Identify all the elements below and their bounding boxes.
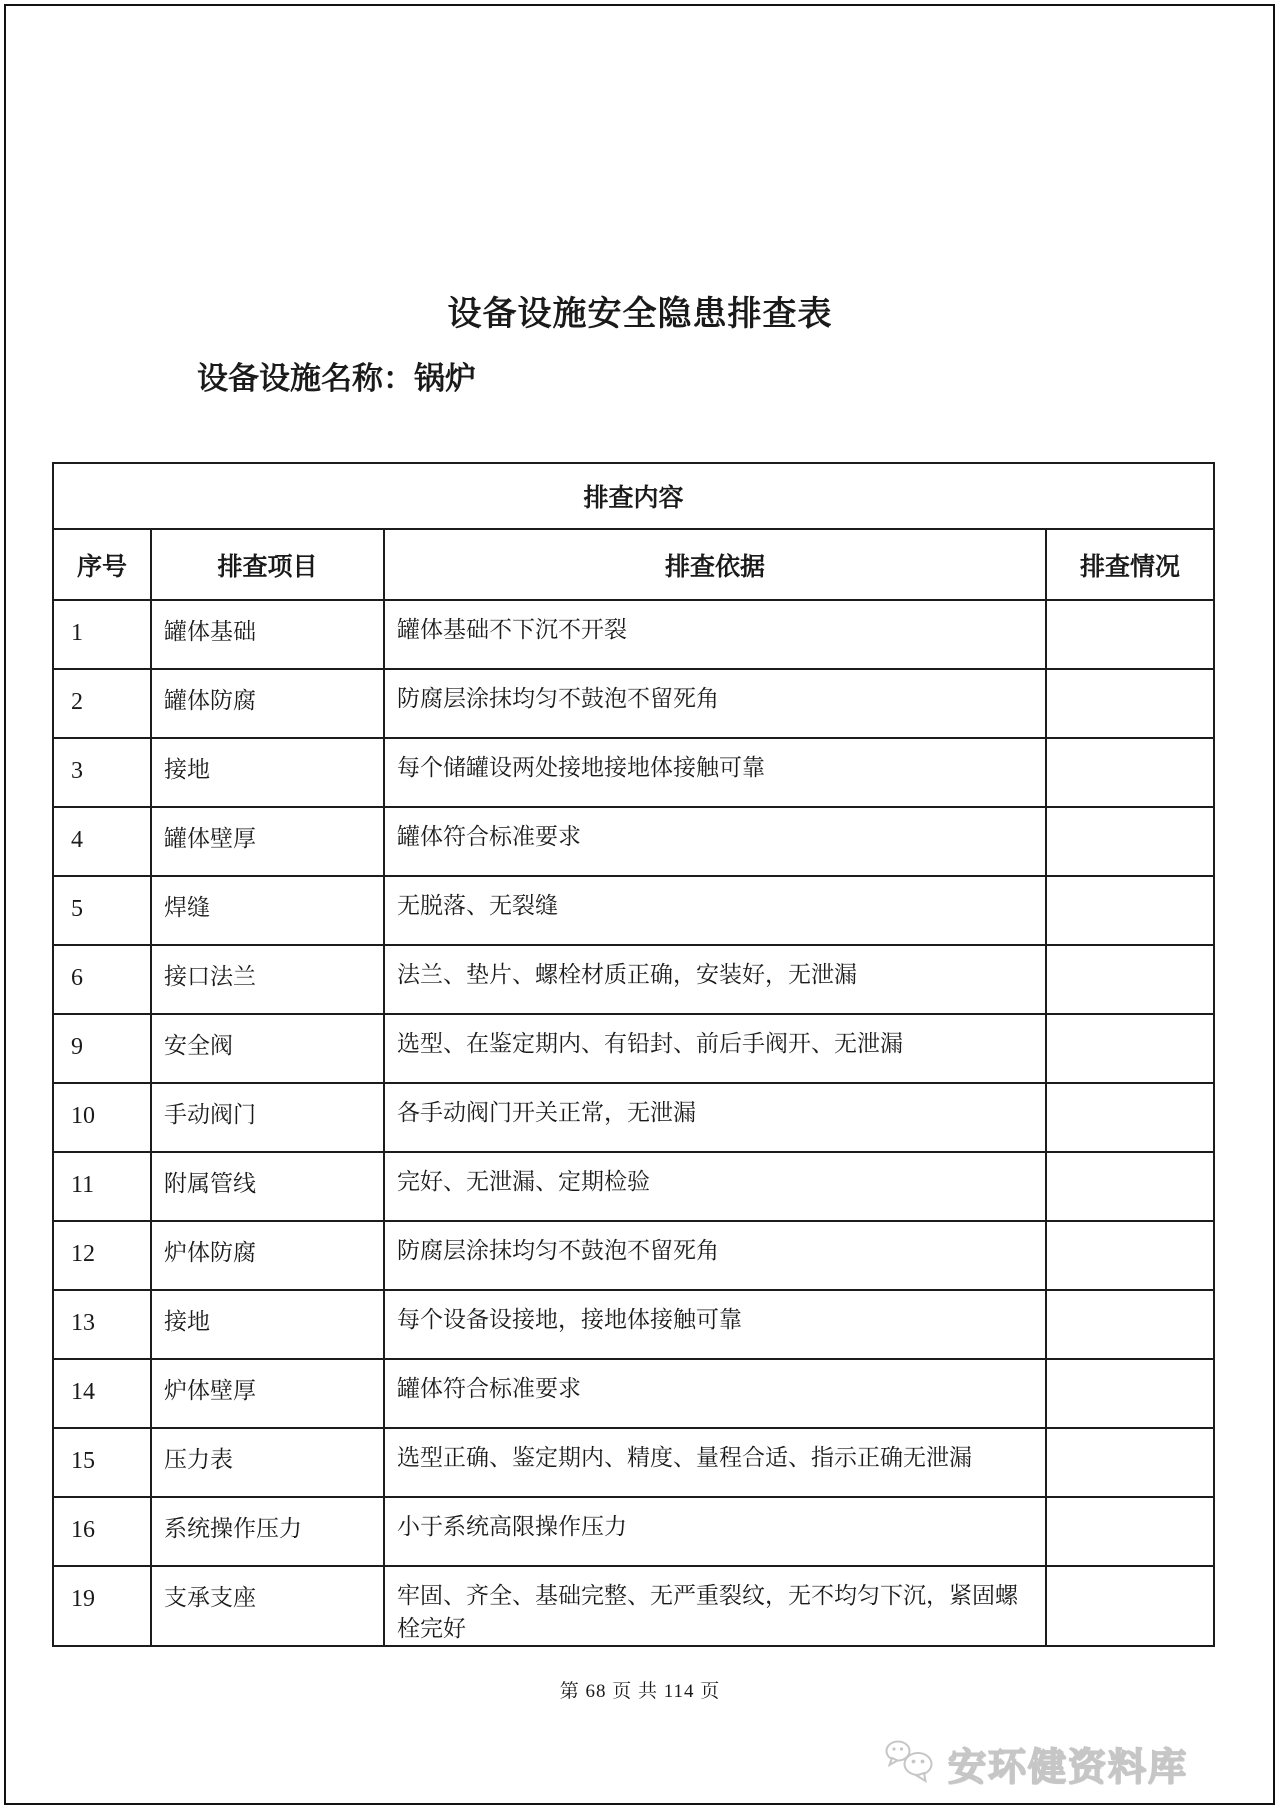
row-basis: 罐体符合标准要求 — [384, 807, 1046, 876]
row-status — [1046, 1014, 1214, 1083]
column-header-status: 排查情况 — [1046, 529, 1214, 600]
row-status — [1046, 1428, 1214, 1497]
row-number: 10 — [53, 1083, 151, 1152]
row-basis: 防腐层涂抹均匀不鼓泡不留死角 — [384, 1221, 1046, 1290]
row-status — [1046, 807, 1214, 876]
column-header-no: 序号 — [53, 529, 151, 600]
row-basis: 完好、无泄漏、定期检验 — [384, 1152, 1046, 1221]
row-basis: 每个设备设接地，接地体接触可靠 — [384, 1290, 1046, 1359]
table-row — [53, 1083, 1214, 1152]
row-item: 安全阀 — [151, 1014, 384, 1083]
page-title: 设备设施安全隐患排查表 — [447, 296, 833, 333]
row-number: 5 — [53, 876, 151, 945]
row-basis: 罐体基础不下沉不开裂 — [384, 600, 1046, 669]
row-basis: 小于系统高限操作压力 — [384, 1497, 1046, 1566]
row-status — [1046, 1290, 1214, 1359]
row-status — [1046, 738, 1214, 807]
table-row — [53, 1497, 1214, 1566]
row-item: 罐体壁厚 — [151, 807, 384, 876]
chat-bubbles-icon — [884, 1738, 938, 1789]
table-row — [53, 876, 1214, 945]
row-basis: 各手动阀门开关正常，无泄漏 — [384, 1083, 1046, 1152]
section-header-row — [53, 463, 1214, 529]
row-item: 支承支座 — [151, 1566, 384, 1646]
table-row — [53, 1428, 1214, 1497]
table-row — [53, 945, 1214, 1014]
table-row — [53, 1221, 1214, 1290]
row-number: 14 — [53, 1359, 151, 1428]
row-item: 系统操作压力 — [151, 1497, 384, 1566]
row-number: 1 — [53, 600, 151, 669]
row-basis: 防腐层涂抹均匀不鼓泡不留死角 — [384, 669, 1046, 738]
row-basis: 每个储罐设两处接地接地体接触可靠 — [384, 738, 1046, 807]
column-header-item: 排查项目 — [151, 529, 384, 600]
row-basis: 牢固、齐全、基础完整、无严重裂纹，无不均匀下沉，紧固螺栓完好 — [384, 1566, 1046, 1646]
row-number: 19 — [53, 1566, 151, 1646]
row-status — [1046, 1152, 1214, 1221]
table-section-header: 排查内容 — [53, 463, 1214, 529]
row-basis: 罐体符合标准要求 — [384, 1359, 1046, 1428]
row-item: 炉体防腐 — [151, 1221, 384, 1290]
row-item: 压力表 — [151, 1428, 384, 1497]
table-row — [53, 807, 1214, 876]
row-item: 罐体基础 — [151, 600, 384, 669]
column-header-basis: 排查依据 — [384, 529, 1046, 600]
row-status — [1046, 1359, 1214, 1428]
row-item: 接地 — [151, 738, 384, 807]
row-basis: 无脱落、无裂缝 — [384, 876, 1046, 945]
row-basis: 选型、在鉴定期内、有铅封、前后手阀开、无泄漏 — [384, 1014, 1046, 1083]
row-status — [1046, 876, 1214, 945]
table-body — [53, 600, 1214, 1646]
row-number: 6 — [53, 945, 151, 1014]
row-number: 11 — [53, 1152, 151, 1221]
row-number: 12 — [53, 1221, 151, 1290]
row-item: 接口法兰 — [151, 945, 384, 1014]
row-status — [1046, 1221, 1214, 1290]
row-item: 附属管线 — [151, 1152, 384, 1221]
row-status — [1046, 1083, 1214, 1152]
row-basis: 法兰、垫片、螺栓材质正确，安装好，无泄漏 — [384, 945, 1046, 1014]
row-number: 16 — [53, 1497, 151, 1566]
row-item: 手动阀门 — [151, 1083, 384, 1152]
table-row — [53, 1014, 1214, 1083]
row-status — [1046, 600, 1214, 669]
table-row — [53, 1566, 1214, 1646]
page-number: 第 68 页 共 114 页 — [559, 1681, 721, 1702]
row-item: 接地 — [151, 1290, 384, 1359]
row-number: 4 — [53, 807, 151, 876]
inspection-table — [52, 462, 1215, 1647]
brand-text: 安环健资料库 — [947, 1747, 1188, 1789]
table-row — [53, 669, 1214, 738]
row-number: 13 — [53, 1290, 151, 1359]
table-row — [53, 738, 1214, 807]
table-row — [53, 1359, 1214, 1428]
row-number: 3 — [53, 738, 151, 807]
table-row — [53, 600, 1214, 669]
table-row — [53, 1290, 1214, 1359]
column-header-row — [53, 529, 1214, 600]
device-name-label: 设备设施名称：锅炉 — [197, 361, 476, 396]
brand-watermark — [884, 1736, 1188, 1791]
row-number: 15 — [53, 1428, 151, 1497]
row-status — [1046, 1566, 1214, 1646]
row-item: 罐体防腐 — [151, 669, 384, 738]
row-number: 2 — [53, 669, 151, 738]
table-row — [53, 1152, 1214, 1221]
row-item: 炉体壁厚 — [151, 1359, 384, 1428]
row-status — [1046, 1497, 1214, 1566]
row-status — [1046, 669, 1214, 738]
row-basis: 选型正确、鉴定期内、精度、量程合适、指示正确无泄漏 — [384, 1428, 1046, 1497]
table-header — [53, 463, 1214, 600]
row-number: 9 — [53, 1014, 151, 1083]
row-item: 焊缝 — [151, 876, 384, 945]
row-status — [1046, 945, 1214, 1014]
